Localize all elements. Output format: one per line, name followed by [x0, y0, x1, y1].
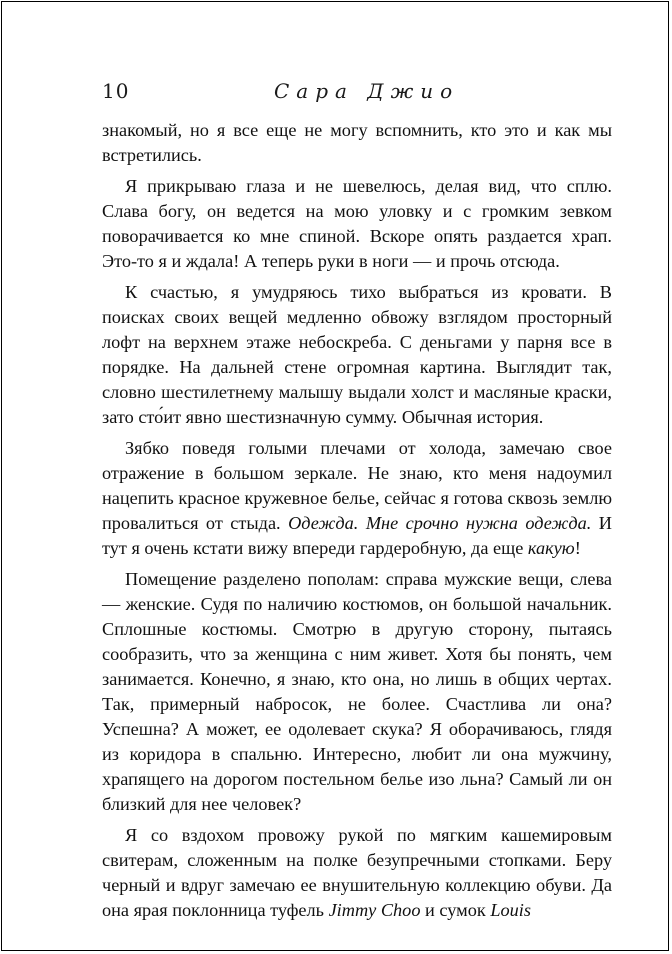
paragraph-text: И тут я очень кстати вижу впереди гардеробную, да еще — [102, 513, 612, 558]
paragraph-text: и сумок — [420, 900, 491, 920]
body-text — [102, 118, 612, 923]
brand-name: Louis — [490, 900, 531, 920]
page-number: 10 — [102, 79, 130, 103]
paragraph — [102, 823, 612, 923]
running-head-author: Сара Джио — [274, 79, 460, 103]
paragraph: Помещение разделено пополам: справа мужские вещи, слева — женские. Судя по наличию костюмов, он большой начальник. Сплошные костюмы. Смотрю в другую сторону, пытаясь сообразить, что за женщина с ним живет. Хотя бы понять, чем занимается. Конечно, я знаю, кто она, но лишь в общих чертах. Так, примерный набросок, не более. Счастлива ли она? Успешна? А может, ее одолевает скука? Я оборачиваюсь, глядя из коридора в спальню. Интересно, любит ли она мужчину, храпящего на дорогом постельном белье изо льна? Самый ли он близкий для нее человек? — [102, 569, 612, 814]
book-page — [1, 1, 669, 951]
paragraph — [102, 436, 612, 561]
paragraph-text: Я со вздохом провожу рукой по мягким кашемировым свитерам, сложенным на полке безупречными стопками. Беру черный и вдруг замечаю ее внушительную коллекцию обуви. Да она ярая поклонница туфель — [102, 825, 612, 920]
brand-name: Jimmy Choo — [328, 900, 421, 920]
page-header — [102, 74, 612, 108]
paragraph-continued: знакомый, но я все еще не могу вспомнить, кто это и как мы встретились. — [102, 120, 612, 165]
paragraph-text: ! — [574, 538, 581, 558]
italic-word: какую — [527, 538, 575, 558]
paragraph: К счастью, я умудряюсь тихо выбраться из кровати. В поисках своих вещей медленно обвожу взглядом просторный лофт на верхнем этаже небоскреба. С деньгами у парня все в порядке. На дальней стене огромная картина. Выглядит так, словно шестилетнему малышу выдали холст и масляные краски, зато сто́ит явно шестизначную сумму. Обычная история. — [102, 282, 612, 427]
italic-phrase: Одежда. Мне срочно нужна одежда. — [288, 513, 592, 533]
paragraph: Я прикрываю глаза и не шевелюсь, делая вид, что сплю. Слава богу, он ведется на мою уловку и с громким зевком поворачивается ко мне спиной. Вскоре опять раздается храп. Это-то я и ждала! А теперь руки в ноги — и прочь отсюда. — [102, 176, 612, 271]
paragraph-text: Зябко поведя голыми плечами от холода, замечаю свое отражение в большом зеркале. Не знаю, кто меня надоумил нацепить красное кружевное белье, сейчас я готова сквозь землю провалиться от стыда. — [102, 438, 612, 533]
